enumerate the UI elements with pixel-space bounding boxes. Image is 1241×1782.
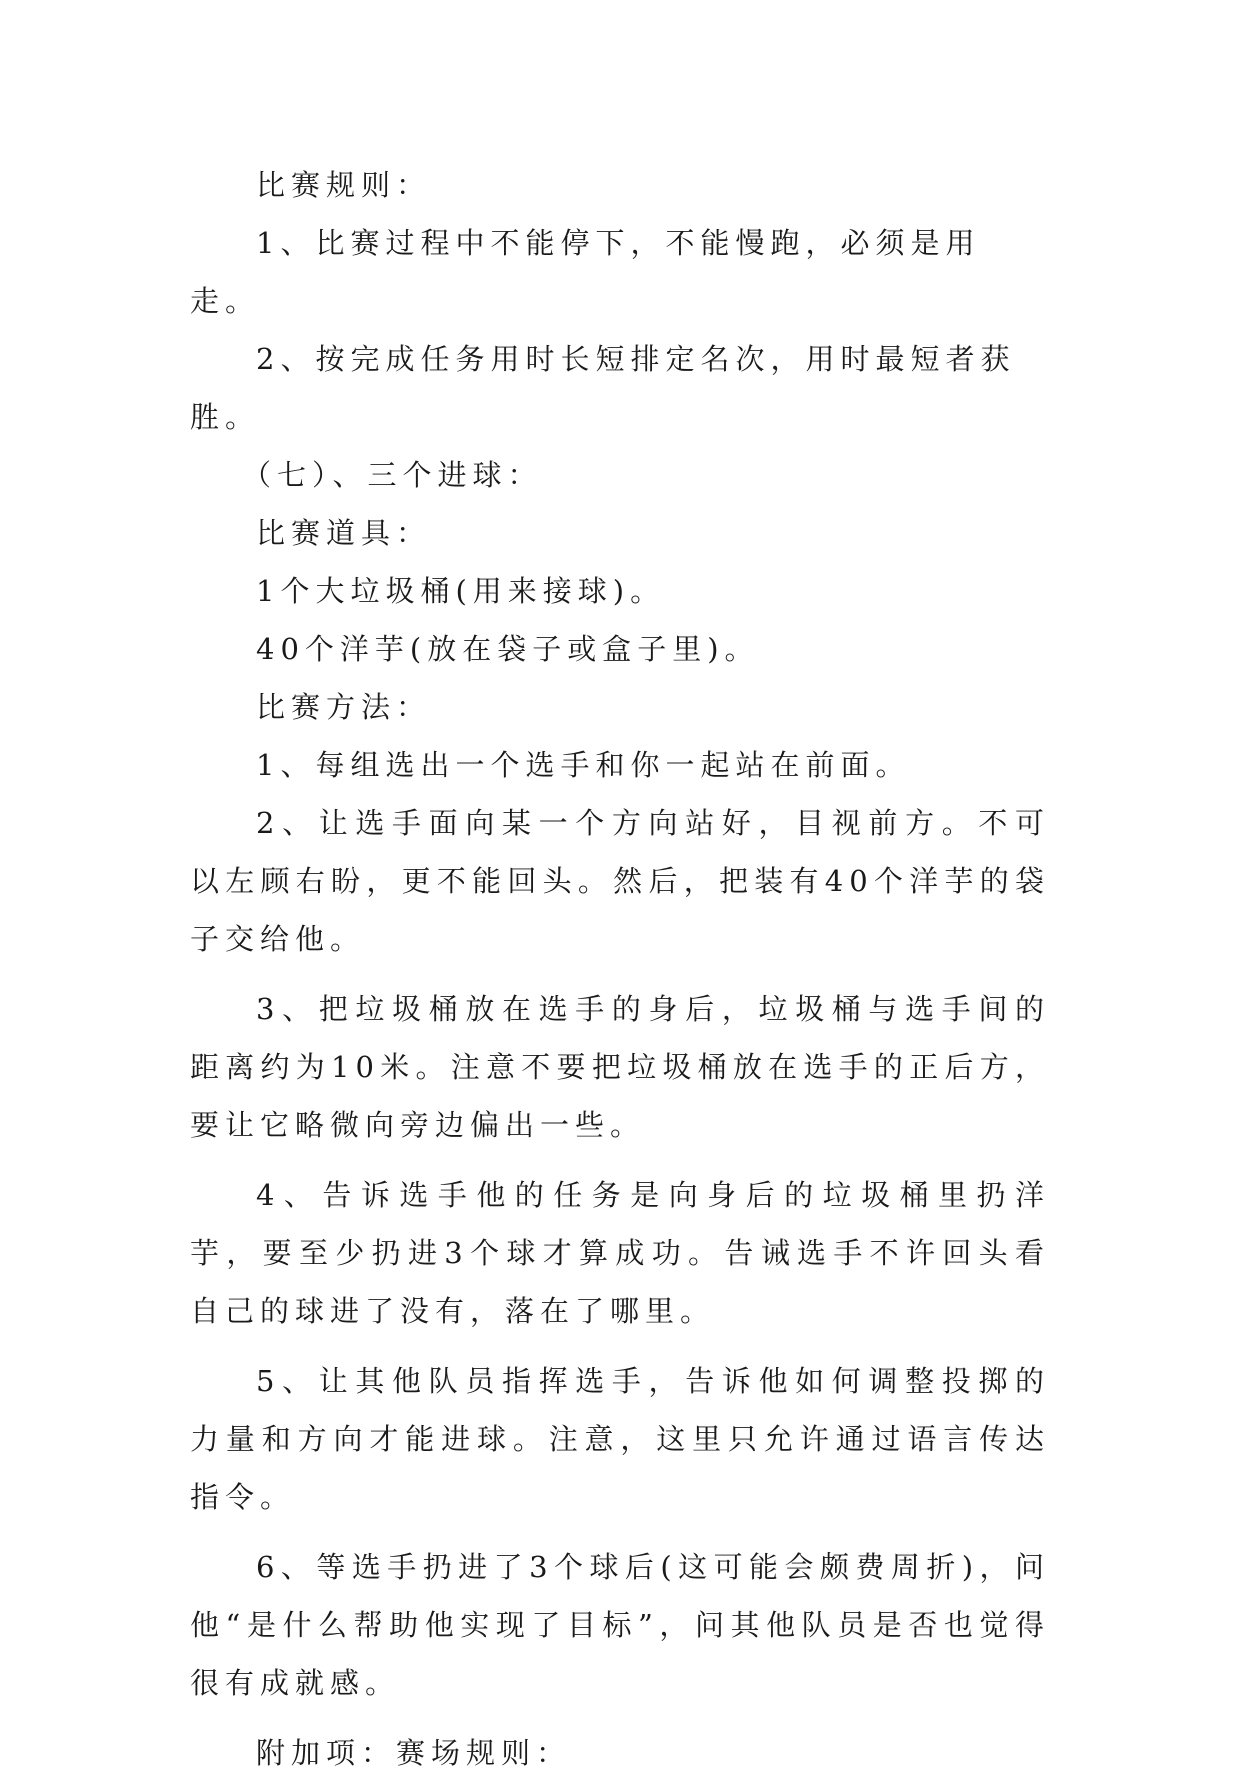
paragraph-method-5: 5、让其他队员指挥选手，告诉他如何调整投掷的力量和方向才能进球。注意，这里只允许通过语言传达指令。 — [190, 1364, 1050, 1514]
paragraph-appendix-heading: 附加项：赛场规则： — [256, 1736, 572, 1770]
paragraph-prop-potatoes: 40个洋芋(放在袋子或盒子里)。 — [256, 632, 760, 666]
paragraph-method-3: 3、把垃圾桶放在选手的身后，垃圾桶与选手间的距离约为10米。注意不要把垃圾桶放在选手的正后方，要让它略微向旁边偏出一些。 — [190, 992, 1050, 1142]
paragraph-method-2: 2、让选手面向某一个方向站好，目视前方。不可以左顾右盼，更不能回头。然后，把装有40个洋芋的袋子交给他。 — [190, 806, 1050, 956]
paragraph-method-heading: 比赛方法： — [256, 690, 432, 724]
paragraph-method-1: 1、每组选出一个选手和你一起站在前面。 — [256, 748, 911, 782]
paragraph-rule-2: 2、按完成任务用时长短排定名次，用时最短者获胜。 — [190, 342, 1016, 434]
paragraph-prop-trash-can: 1个大垃圾桶(用来接球)。 — [256, 574, 666, 608]
paragraph-props-heading: 比赛道具： — [256, 516, 432, 550]
paragraph-method-4: 4、告诉选手他的任务是向身后的垃圾桶里扔洋芋，要至少扔进3个球才算成功。告诫选手不许回头看自己的球进了没有，落在了哪里。 — [190, 1178, 1050, 1328]
paragraph-rules-heading: 比赛规则： — [256, 168, 432, 202]
paragraph-section-seven: （七）、三个进球： — [242, 458, 543, 492]
document-body — [190, 156, 1050, 1782]
paragraph-method-6: 6、等选手扔进了3个球后(这可能会颇费周折)，问他“是什么帮助他实现了目标”，问其他队员是否也觉得很有成就感。 — [190, 1550, 1050, 1700]
paragraph-rule-1: 1、比赛过程中不能停下，不能慢跑，必须是用走。 — [190, 226, 981, 318]
